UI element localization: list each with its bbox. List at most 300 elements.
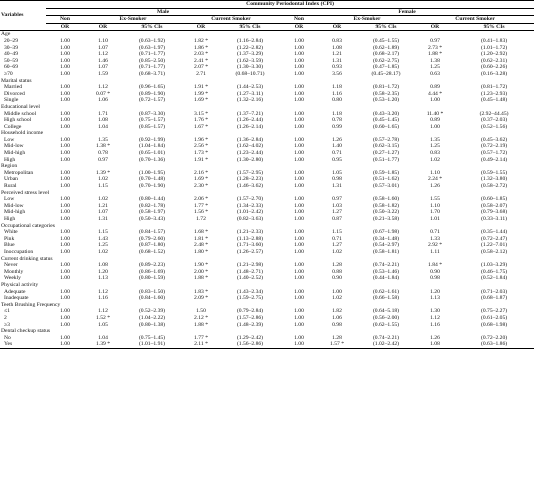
table-cell: 0.98 <box>332 321 342 328</box>
table-cell: 1.03 <box>332 202 342 209</box>
table-cell: 1.18 <box>332 84 342 91</box>
table-cell: 1.88 * <box>428 51 442 58</box>
table-cell: (1.48–2.71) <box>236 268 264 275</box>
table-cell: (0.75–1.57) <box>138 117 166 124</box>
table-cell: 1.25 <box>430 143 440 150</box>
header-ci: 95% CIs <box>356 23 416 31</box>
table-cell: (0.92–1.99) <box>138 136 166 143</box>
table-cell: 2.00 * <box>194 268 208 275</box>
table-cell: 1.00 <box>430 123 440 130</box>
table-cell: 1.00 <box>294 70 304 77</box>
header-or: OR <box>84 23 122 31</box>
table-cell: 1.12 <box>98 84 108 91</box>
table-cell: 1.82 * <box>194 37 208 44</box>
table-cell: (0.85–2.50) <box>138 57 166 64</box>
table-cell: (1.02–2.42) <box>356 341 416 348</box>
table-cell: 1.00 <box>60 268 70 275</box>
table-cell: 0.80 <box>332 97 342 104</box>
table-cell: 0.71 <box>430 229 440 236</box>
table-cell: 1.18 <box>332 110 342 117</box>
table-cell: 1.02 <box>332 295 342 302</box>
table-cell: (0.79–3.68) <box>481 209 508 216</box>
section-row <box>0 328 534 335</box>
table-cell: 1.00 <box>60 156 70 163</box>
table-cell: (1.21–2.98) <box>236 262 264 269</box>
table-cell: 1.01 <box>430 216 440 222</box>
table-cell: 1.00 <box>60 136 70 143</box>
table-cell: 1.00 <box>430 97 440 104</box>
table-cell: (0.86–1.69) <box>138 268 166 275</box>
table-cell: 1.83 * <box>194 288 208 295</box>
table-cell: 1.39 * <box>84 341 122 348</box>
table-cell: 1.00 <box>60 242 70 249</box>
row-label: Mid-low <box>4 202 24 209</box>
section-row <box>0 282 534 289</box>
table-cell: 1.00 <box>60 44 70 51</box>
table-cell: (1.57–2.70) <box>236 196 264 203</box>
table-cell: (0.58–2.72) <box>481 183 508 190</box>
table-cell: 1.00 <box>60 209 70 216</box>
table-cell: 1.68 * <box>194 229 208 236</box>
table-cell: 1.00 <box>60 275 70 282</box>
table-cell: 1.91 * <box>194 156 208 163</box>
table-cell: (0.58–2.35) <box>372 90 400 97</box>
section-row <box>0 302 534 309</box>
table-cell: (0.57–1.72) <box>481 150 508 157</box>
table-cell: 1.00 <box>60 288 70 295</box>
table-cell: 1.71 <box>98 110 108 117</box>
table-cell: 0.78 <box>98 150 108 157</box>
table-cell: 0.97 <box>430 37 440 44</box>
table-cell: (1.20–2.92) <box>481 51 508 58</box>
header-or: OR <box>416 23 454 31</box>
section-label: Physical activity <box>1 281 39 288</box>
table-cell: 1.00 <box>294 44 304 51</box>
table-cell: (1.23–2.44) <box>236 150 264 157</box>
table-row <box>0 216 534 223</box>
header-ci: 95% CIs <box>220 23 280 31</box>
table-cell: (0.68–1.98) <box>481 321 508 328</box>
table-cell: 1.00 <box>60 51 70 58</box>
table-cell: 1.00 <box>294 90 304 97</box>
table-cell: 1.91 * <box>194 84 208 91</box>
table-cell: 1.35 <box>430 136 440 143</box>
row-label: Mid-low <box>4 143 24 150</box>
header-female-current-smoker: Current Smoker <box>416 16 534 24</box>
table-cell: (0.37–2.03) <box>481 117 508 124</box>
table-cell: 1.30 <box>430 308 440 315</box>
table-cell: (0.49–2.14) <box>481 156 508 163</box>
table-cell: 1.46 <box>98 57 108 64</box>
table-cell: (0.79–2.60) <box>138 235 166 242</box>
table-cell: (0.41–1.83) <box>481 37 508 44</box>
table-cell: 1.12 <box>98 288 108 295</box>
table-cell: 1.33 <box>430 235 440 242</box>
header-male-current-smoker: Current Smoker <box>182 16 280 24</box>
table-cell: 1.00 <box>60 117 70 124</box>
table-cell: 2.07 * <box>194 64 208 71</box>
table-cell: (1.22–2.82) <box>236 44 264 51</box>
row-label: Adequate <box>4 288 26 295</box>
table-cell: 3.15 * <box>194 110 208 117</box>
table-cell: 1.25 <box>98 242 108 249</box>
table-cell: 1.07 <box>98 44 108 51</box>
table-cell: (0.60–1.85) <box>481 196 508 203</box>
table-cell: 1.04 <box>98 123 108 130</box>
table-cell: (0.45–1.48) <box>481 97 508 104</box>
table-cell: (1.48–2.39) <box>236 321 264 328</box>
table-cell: (0.62–2.75) <box>372 57 400 64</box>
table-cell: (0.53–1.46) <box>372 268 400 275</box>
table-cell: 0.89 <box>430 117 440 124</box>
table-row <box>0 315 534 322</box>
table-cell: (1.29–2.42) <box>236 334 264 341</box>
section-row <box>0 256 534 263</box>
table-row <box>0 249 534 256</box>
row-label: ≥3 <box>4 321 10 328</box>
header-female-non: Non <box>280 16 318 24</box>
table-cell: 3.56 <box>332 70 342 77</box>
table-cell: 1.73 * <box>194 150 208 157</box>
table-cell: (0.45–1.45) <box>372 117 400 124</box>
table-cell: (1.26–2.44) <box>236 117 264 124</box>
row-label: ≤1 <box>4 308 10 315</box>
row-label: Mid-high <box>4 209 26 216</box>
table-cell: 0.97 <box>98 156 108 163</box>
table-cell: 0.89 <box>430 84 440 91</box>
table-cell: 1.69 * <box>194 97 208 104</box>
header-or: OR <box>280 23 318 31</box>
table-cell: (0.70–1.36) <box>138 156 166 163</box>
table-cell: 1.96 * <box>194 136 208 143</box>
table-cell: (0.50–3.43) <box>138 216 166 222</box>
table-cell: 0.83 <box>332 37 342 44</box>
table-cell: (0.45–3.62) <box>481 136 508 143</box>
table-cell: 1.20 <box>98 268 108 275</box>
table-cell: (0.60–1.65) <box>372 123 400 130</box>
table-cell: (0.65–1.01) <box>138 150 166 157</box>
section-label: Educational level <box>1 103 40 110</box>
table-cell: 2.71 <box>196 70 206 77</box>
table-row <box>0 236 534 243</box>
row-label: Never <box>4 262 18 269</box>
table-cell: 1.00 <box>60 334 70 341</box>
header-female: Female <box>280 8 534 16</box>
row-label: Low <box>4 136 15 143</box>
row-label: Married <box>4 84 23 91</box>
table-cell: 1.00 <box>46 341 84 348</box>
table-cell: 1.26 <box>430 183 440 190</box>
table-cell: 2.30 * <box>194 183 208 190</box>
table-row <box>0 38 534 45</box>
table-cell: (1.40–2.52) <box>236 275 264 282</box>
table-cell: 2.03 * <box>194 51 208 58</box>
table-cell: 0.90 <box>332 275 342 282</box>
table-cell: 1.06 <box>332 314 342 321</box>
table-cell: 1.04 <box>98 334 108 341</box>
table-cell: (0.62–1.55) <box>372 321 400 328</box>
table-cell: (0.79–2.84) <box>236 308 264 315</box>
table-cell: (0.58–1.81) <box>372 248 400 255</box>
table-cell: (0.51–1.62) <box>372 176 400 183</box>
table-cell: (0.75–2.27) <box>481 308 508 315</box>
table-cell: 1.00 <box>60 262 70 269</box>
table-cell: (1.71–3.60) <box>236 242 264 249</box>
table-cell: (0.63–1.92) <box>138 37 166 44</box>
table-cell: (1.36–2.84) <box>236 136 264 143</box>
table-row <box>0 295 534 302</box>
table-row <box>0 203 534 210</box>
table-cell: 1.08 <box>98 262 108 269</box>
table-cell: 1.67 * <box>194 123 208 130</box>
table-cell: 1.00 <box>294 176 304 183</box>
row-label: High <box>4 156 16 163</box>
table-cell: (1.34–2.33) <box>236 202 264 209</box>
table-cell: 1.00 <box>294 37 304 44</box>
table-cell: 2.11 * <box>182 341 220 348</box>
section-label: Age <box>1 31 11 38</box>
table-cell: 1.00 <box>294 143 304 150</box>
table-cell: (0.70–1.90) <box>138 183 166 190</box>
table-cell: 1.10 <box>430 169 440 176</box>
table-cell: (1.04–1.84) <box>138 143 166 150</box>
table-cell: (0.96–1.65) <box>138 84 166 91</box>
table-cell: (1.01–1.72) <box>481 44 508 51</box>
table-cell: 1.16 <box>98 295 108 302</box>
table-cell: 1.28 <box>332 262 342 269</box>
table-cell: 1.11 <box>430 248 440 255</box>
row-label: Mid-high <box>4 150 26 157</box>
table-cell: 2.12 * <box>194 314 208 321</box>
table-row <box>0 170 534 177</box>
table-cell: 1.88 * <box>194 275 208 282</box>
table-cell: (1.37–7.21) <box>236 110 264 117</box>
table-cell: 1.05 <box>98 321 108 328</box>
table-cell: (0.50–3.22) <box>372 209 400 216</box>
row-label: Divorced <box>4 90 25 97</box>
row-label: Middle school <box>4 110 37 117</box>
table-cell: (0.44–1.84) <box>372 275 400 282</box>
table-cell: 1.00 <box>294 275 304 282</box>
table-cell: 1.07 <box>98 64 108 71</box>
table-cell: (0.72–1.57) <box>138 97 166 104</box>
section-row <box>0 223 534 230</box>
table-cell: 0.63 <box>430 70 440 77</box>
table-row <box>0 84 534 91</box>
table-cell: (0.62–1.61) <box>372 288 400 295</box>
table-cell: (0.80–1.44) <box>138 196 166 203</box>
table-row <box>0 143 534 150</box>
header-ci: 95% CIs <box>454 23 534 31</box>
row-label: Rural <box>4 183 17 190</box>
table-cell: (0.54–2.97) <box>372 242 400 249</box>
table-cell: 1.00 <box>60 70 70 77</box>
table-cell: (0.33–3.11) <box>481 216 507 222</box>
table-cell: (1.62–3.59) <box>236 57 264 64</box>
table-cell: 1.43 <box>98 235 108 242</box>
section-row <box>0 31 534 38</box>
row-label: No <box>4 334 11 341</box>
table-cell: (1.57–2.95) <box>236 169 264 176</box>
table-cell: 1.27 <box>332 209 342 216</box>
table-cell: 1.12 <box>430 314 440 321</box>
table-cell: 1.00 <box>294 110 304 117</box>
table-row <box>0 289 534 296</box>
table-cell: (1.44–2.53) <box>236 84 264 91</box>
table-cell: 1.00 <box>294 209 304 216</box>
table-cell: 1.40 <box>332 143 342 150</box>
table-cell: (0.21–3.58) <box>372 216 400 222</box>
table-cell: 0.88 <box>332 268 342 275</box>
table-cell: 0.98 <box>332 176 342 183</box>
table-cell: (0.35–1.44) <box>481 229 508 236</box>
section-label: Household income <box>1 130 44 137</box>
table-cell: 1.69 * <box>194 176 208 183</box>
table-cell: (0.71–1.77) <box>138 51 166 58</box>
table-cell: (0.80–1.38) <box>138 321 166 328</box>
table-row <box>0 308 534 315</box>
table-row <box>0 124 534 131</box>
table-cell: 2.41 * <box>194 57 208 64</box>
table-cell: 1.10 <box>98 37 108 44</box>
table-cell: 1.00 <box>60 37 70 44</box>
table-row <box>0 91 534 98</box>
table-cell: (0.72–2.20) <box>481 334 508 341</box>
table-cell: 1.00 <box>60 183 70 190</box>
table-cell: (1.30–2.80) <box>236 156 264 163</box>
table-cell: 1.00 <box>294 262 304 269</box>
row-label: Blue <box>4 242 15 249</box>
table-row <box>0 157 534 164</box>
table-cell: 1.00 <box>294 156 304 163</box>
row-label: 50–59 <box>4 57 18 64</box>
table-cell: 1.76 * <box>194 117 208 124</box>
table-cell: (1.27–3.11) <box>237 90 263 97</box>
table-cell: (1.32–3.80) <box>481 176 508 183</box>
table-cell: 1.05 <box>332 169 342 176</box>
table-cell: (0.51–1.77) <box>372 156 400 163</box>
table-cell: (0.74–2.21) <box>372 334 400 341</box>
table-cell: 1.00 <box>294 248 304 255</box>
table-cell: 1.80 * <box>194 248 208 255</box>
table-cell: (0.72–2.19) <box>481 143 508 150</box>
row-label: Inoccupation <box>4 248 34 255</box>
table-cell: 1.77 * <box>194 334 208 341</box>
table-cell: 1.57 * <box>318 341 356 348</box>
section-row <box>0 104 534 111</box>
table-cell: (0.58–1.82) <box>372 202 400 209</box>
table-cell: 0.93 <box>332 64 342 71</box>
section-label: Region <box>1 163 18 170</box>
table-row <box>0 242 534 249</box>
table-cell: (2.92–44.45) <box>479 110 509 117</box>
table-cell: 1.02 <box>98 248 108 255</box>
header-male-non: Non <box>46 16 84 24</box>
row-label: Pink <box>4 235 15 242</box>
table-row <box>0 269 534 276</box>
table-cell: 1.15 <box>98 183 108 190</box>
table-cell: 1.10 <box>430 202 440 209</box>
table-cell: 0.87 <box>332 216 342 222</box>
table-cell: (0.45–28.17) <box>371 70 401 77</box>
table-cell: 1.77 * <box>194 202 208 209</box>
table-cell: 1.88 * <box>194 321 208 328</box>
table-cell: (0.60–2.26) <box>481 64 508 71</box>
row-label: ≥70 <box>4 70 13 77</box>
table-cell: (0.56–2.00) <box>372 314 400 321</box>
table-cell: 0.95 <box>332 156 342 163</box>
table-cell: 1.00 <box>60 295 70 302</box>
table-cell: 1.00 <box>294 235 304 242</box>
table-row <box>0 150 534 157</box>
table-cell: (0.53–1.20) <box>372 97 400 104</box>
table-cell: (1.26–2.14) <box>236 123 264 130</box>
table-cell: 1.00 <box>60 202 70 209</box>
row-label: High <box>4 216 16 222</box>
table-cell: 1.00 <box>60 57 70 64</box>
header-variables: Variables <box>0 1 46 31</box>
table-cell: 1.00 <box>332 288 342 295</box>
table-cell: (1.46–3.62) <box>236 183 264 190</box>
table-cell: 2.56 * <box>194 143 208 150</box>
table-cell: 2.16 * <box>194 169 208 176</box>
table-cell: 1.08 <box>98 117 108 124</box>
table-cell: 2.92 * <box>428 242 442 249</box>
section-row <box>0 190 534 197</box>
table-cell: 1.15 <box>332 229 342 236</box>
table-cell: 2.48 * <box>194 242 208 249</box>
table-cell: (0.85–1.57) <box>138 123 166 130</box>
table-cell: 1.00 <box>294 169 304 176</box>
header-female-ex-smoker: Ex-Smoker <box>318 16 416 24</box>
table-cell: (0.62–2.31) <box>481 57 508 64</box>
table-cell: (0.89–1.90) <box>138 90 166 97</box>
table-cell: 1.21 <box>98 202 108 209</box>
table-cell: (1.28–2.23) <box>236 176 264 183</box>
table-cell: (1.01–2.42) <box>236 209 264 216</box>
table-cell: 1.00 <box>60 84 70 91</box>
table-cell: (0.87–3.30) <box>138 110 166 117</box>
row-label: High school <box>4 117 32 124</box>
table-cell: (1.59–2.75) <box>236 295 264 302</box>
table-cell: 1.00 <box>280 341 318 348</box>
table-cell: (1.21–2.33) <box>236 229 264 236</box>
table-cell: 1.00 <box>60 150 70 157</box>
table-cell: 1.00 <box>294 268 304 275</box>
table-cell: (1.16–2.84) <box>236 37 264 44</box>
table-cell: (0.81–1.72) <box>372 84 400 91</box>
table-cell: 1.20 <box>430 288 440 295</box>
table-cell: (1.62–4.02) <box>236 143 264 150</box>
table-cell: (1.01–1.91) <box>122 341 182 348</box>
table-cell: 1.31 <box>332 57 342 64</box>
table-cell: 1.00 <box>294 57 304 64</box>
table-cell: 1.00 <box>294 123 304 130</box>
table-row <box>0 137 534 144</box>
table-cell: (0.89–2.23) <box>138 262 166 269</box>
section-label: Teeth Brushing Frequency <box>1 301 61 308</box>
table-cell: (0.68–3.71) <box>138 70 166 77</box>
table-row <box>0 275 534 282</box>
table-cell: 1.00 <box>294 334 304 341</box>
table-cell: 1.00 <box>294 314 304 321</box>
table-cell: (0.16–3.28) <box>481 70 508 77</box>
table-cell: (0.52–2.39) <box>138 308 166 315</box>
table-cell: 2.06 * <box>194 196 208 203</box>
row-label: Yes <box>0 341 46 348</box>
table-cell: 1.00 <box>294 216 304 222</box>
table-cell: (1.23–2.93) <box>481 90 508 97</box>
